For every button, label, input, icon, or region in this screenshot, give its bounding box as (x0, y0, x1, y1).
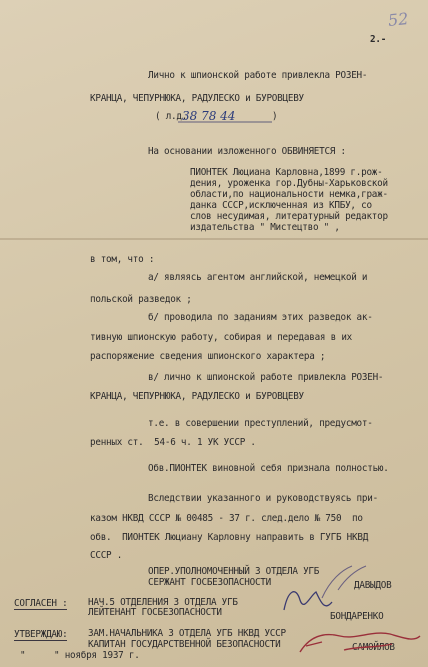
charge-line: польской разведок ; (90, 294, 192, 305)
approve-label: УТВЕРЖДАЮ: (14, 629, 68, 640)
operative-name: ДАВЫДОВ (354, 580, 392, 591)
approve-title-1: ЗАМ.НАЧАЛЬНИКА 3 ОТДЕЛА УГБ НКВД УССР (88, 628, 286, 639)
charge-line: а/ являясь агентом английской, немецкой и (148, 272, 368, 283)
resolution-line: обв. ПИОНТЕК Люциану Карловну направить в ГУГБ НКВД (90, 532, 369, 543)
approve-title-2: КАПИТАН ГОСУДАРСТВЕННОЙ БЕЗОПАСНОСТИ (88, 639, 281, 650)
agreed-title-1: НАЧ.5 ОТДЕЛЕНИЯ 3 ОТДЕЛА УГБ (88, 597, 238, 608)
crime-line: ренных ст. 54-6 ч. 1 УК УССР . (90, 437, 256, 448)
accused-line: слов несудимая, литературный редактор (190, 211, 388, 222)
agreed-label: СОГЛАСЕН : (14, 598, 68, 609)
accused-line: данка СССР,исключенная из КПБУ, со (190, 200, 372, 211)
in-that-label: в том, что : (90, 254, 155, 265)
case-reference-prefix: ( л.д. (155, 111, 188, 122)
accusation-heading: На основании изложенного ОБВИНЯЕТСЯ : (148, 146, 346, 157)
signature-approve (300, 633, 420, 652)
resolution-line: казом НКВД СССР № 00485 - 37 г. след.дело № 750 по (90, 513, 363, 524)
date-line: " ноября 1937 г. (54, 650, 140, 661)
case-reference-numbers: 38 78 44 (182, 109, 236, 123)
accused-line: издательства " Мистецтво " , (190, 222, 340, 233)
operative-title-2: СЕРЖАНТ ГОСБЕЗОПАСНОСТИ (148, 577, 271, 588)
signature-operative (322, 566, 366, 598)
agreed-title-2: ЛЕЙТЕНАНТ ГОСБЕЗОПАСНОСТИ (88, 607, 222, 618)
accused-line: дения, уроженка гор.Дубны-Харьковской (190, 178, 388, 189)
handwritten-page-number: 52 (387, 8, 410, 31)
crime-line: т.е. в совершении преступлений, предусмот- (148, 418, 373, 429)
charge-line: распоряжение сведения шпионского характера ; (90, 351, 326, 362)
approve-name: САМОЙЛОВ (352, 642, 395, 653)
accused-line: области,по национальности немка,граж- (190, 189, 388, 200)
charge-line: б/ проводила по заданиям этих разведок ак- (148, 312, 373, 323)
typed-page-number: 2.- (370, 34, 387, 45)
case-reference-suffix: ) (272, 111, 278, 122)
intro-line-2: КРАНЦА, ЧЕПУРНЮКА, РАДУЛЕСКО и БУРОВЦЕВУ (90, 93, 304, 104)
intro-line-1: Лично к шпионской работе привлекла РОЗЕН- (148, 70, 368, 81)
date-prefix: " (20, 650, 26, 661)
admission-line: Обв.ПИОНТЕК виновной себя признала полностью. (148, 463, 389, 474)
charge-line: КРАНЦА, ЧЕПУРНЮКА, РАДУЛЕСКО и БУРОВЦЕВУ (90, 391, 304, 402)
charge-line: в/ лично к шпионской работе привлекла РОЗЕН- (148, 372, 384, 383)
signature-agreed (284, 592, 332, 610)
operative-title-1: ОПЕР.УПОЛНОМОЧЕННЫЙ 3 ОТДЕЛА УГБ (148, 566, 320, 577)
accused-line: ПИОНТЕК Люциана Карловна,1899 г.рож- (190, 167, 383, 178)
resolution-line: Вследствии указанного и руководствуясь при- (148, 493, 378, 504)
charge-line: тивную шпионскую работу, собирая и передавая в их (90, 332, 353, 343)
agreed-name: БОНДАРЕНКО (330, 611, 384, 622)
resolution-line: СССР . (90, 550, 123, 561)
